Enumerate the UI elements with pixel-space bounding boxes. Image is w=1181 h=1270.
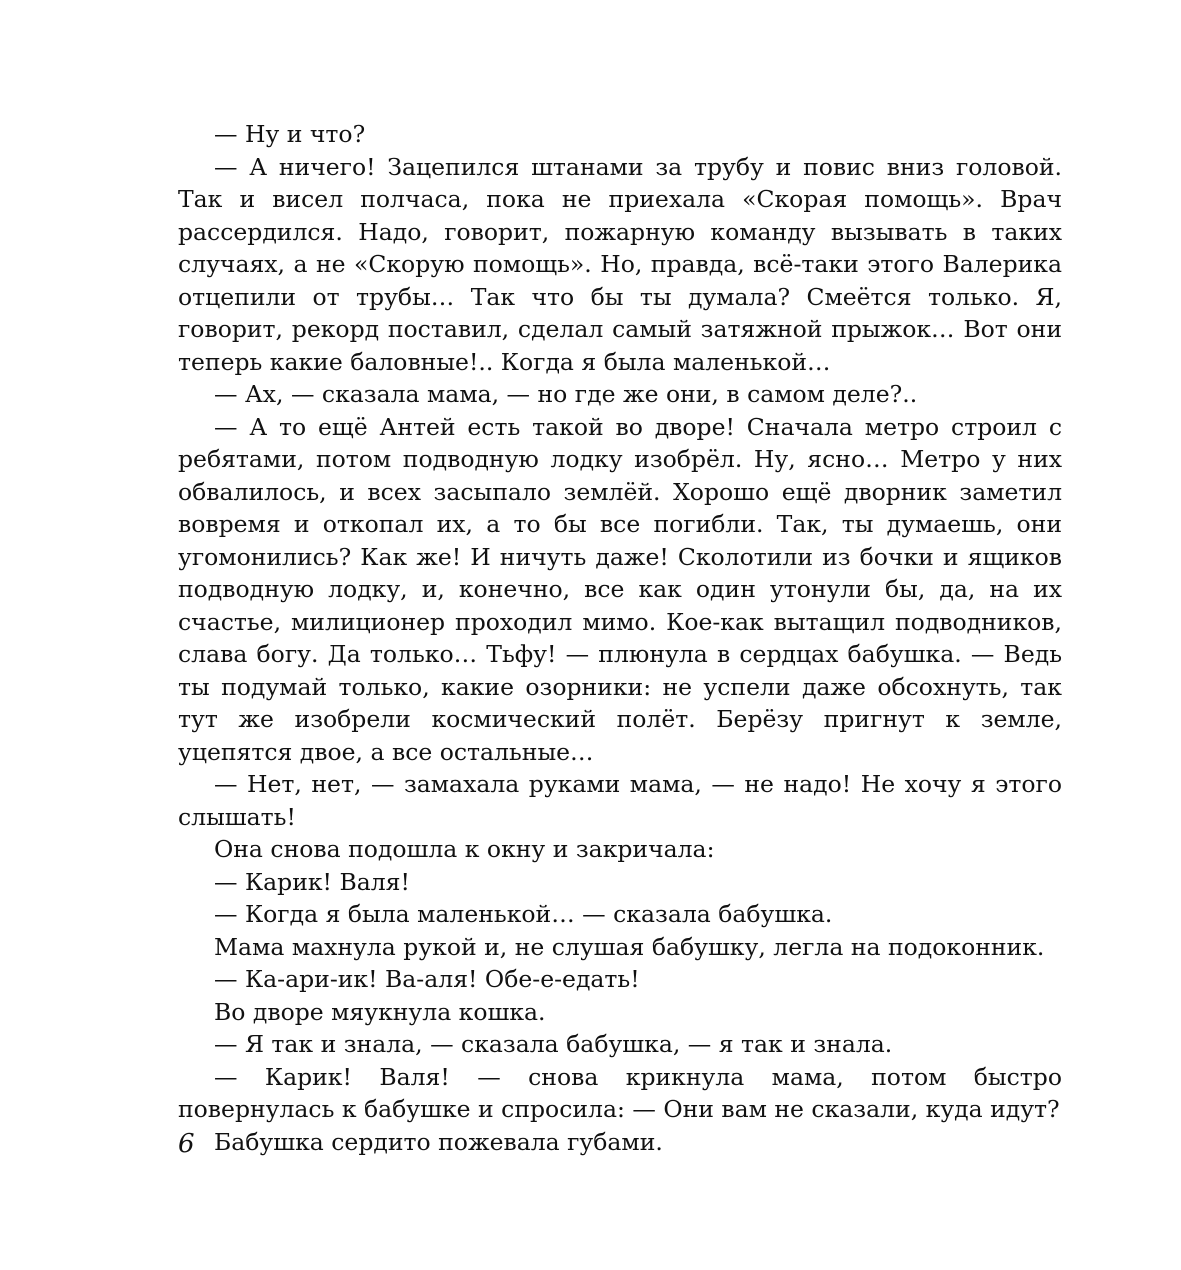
paragraph: — Ну и что?	[214, 120, 366, 148]
paragraph: — Я так и знала, — сказала бабушка, — я так и знала.	[214, 1030, 893, 1058]
paragraph: — Нет, нет, — замахала руками мама, — не надо! Не хочу я этого слышать!	[178, 770, 1062, 831]
paragraph: Во дворе мяукнула кошка.	[214, 997, 546, 1026]
paragraph: Мама махнула рукой и, не слушая бабушку, легла на подоконник.	[214, 932, 1045, 961]
page-number: 6	[178, 1129, 195, 1159]
paragraph: — Ах, — сказала мама, — но где же они, в самом деле?..	[214, 380, 918, 408]
paragraph: — Ка-ари-ик! Ва-аля! Обе-е-едать!	[214, 965, 640, 993]
paragraph: — Когда я была маленькой… — сказала бабушка.	[214, 900, 833, 928]
paragraph: Бабушка сердито пожевала губами.	[214, 1127, 663, 1156]
paragraph: — Карик! Валя!	[214, 867, 410, 896]
paragraph: — А то ещё Антей есть такой во дворе! Сначала метро строил с ребятами, потом подводную лодку изобрёл. Ну, ясно… Метро у них обвалилось, и всех засыпало землёй. Хорошо ещё дворник заметил вовремя и откопал их, а то бы все погибли. Так, ты думаешь, они угомонились? Как же! И ничуть даже! Сколотили из бочки и ящиков подводную лодку, и, конечно, все как один утонули бы, да, на их счастье, милиционер проходил мимо. Кое-как вытащил подводников, слава богу. Да только… Тьфу! — плюнула в сердцах бабушка. — Ведь ты подумай только, какие озорники: не успели даже обсохнуть, так тут же изобрели космический полёт. Берёзу пригнут к земле, уцепятся двое, а все остальные…	[178, 412, 1062, 766]
paragraph: — Карик! Валя! — снова крикнула мама, потом быстро повернулась к бабушке и спросила: — Они вам не сказали, куда идут?	[178, 1062, 1062, 1123]
paragraph: Она снова подошла к окну и закричала:	[214, 835, 715, 863]
paragraph: — А ничего! Зацепился штанами за трубу и повис вниз головой. Так и висел полчаса, пока не приехала «Скорая помощь». Врач рассердился. Надо, говорит, пожарную команду вызывать в таких случаях, а не «Скорую помощь». Но, правда, всё-таки этого Валерика отцепили от трубы… Так что бы ты думала? Смеётся только. Я, говорит, рекорд поставил, сделал самый затяжной прыжок… Вот они теперь какие баловные!.. Когда я была маленькой…	[178, 152, 1062, 376]
body-text	[178, 118, 1062, 1158]
